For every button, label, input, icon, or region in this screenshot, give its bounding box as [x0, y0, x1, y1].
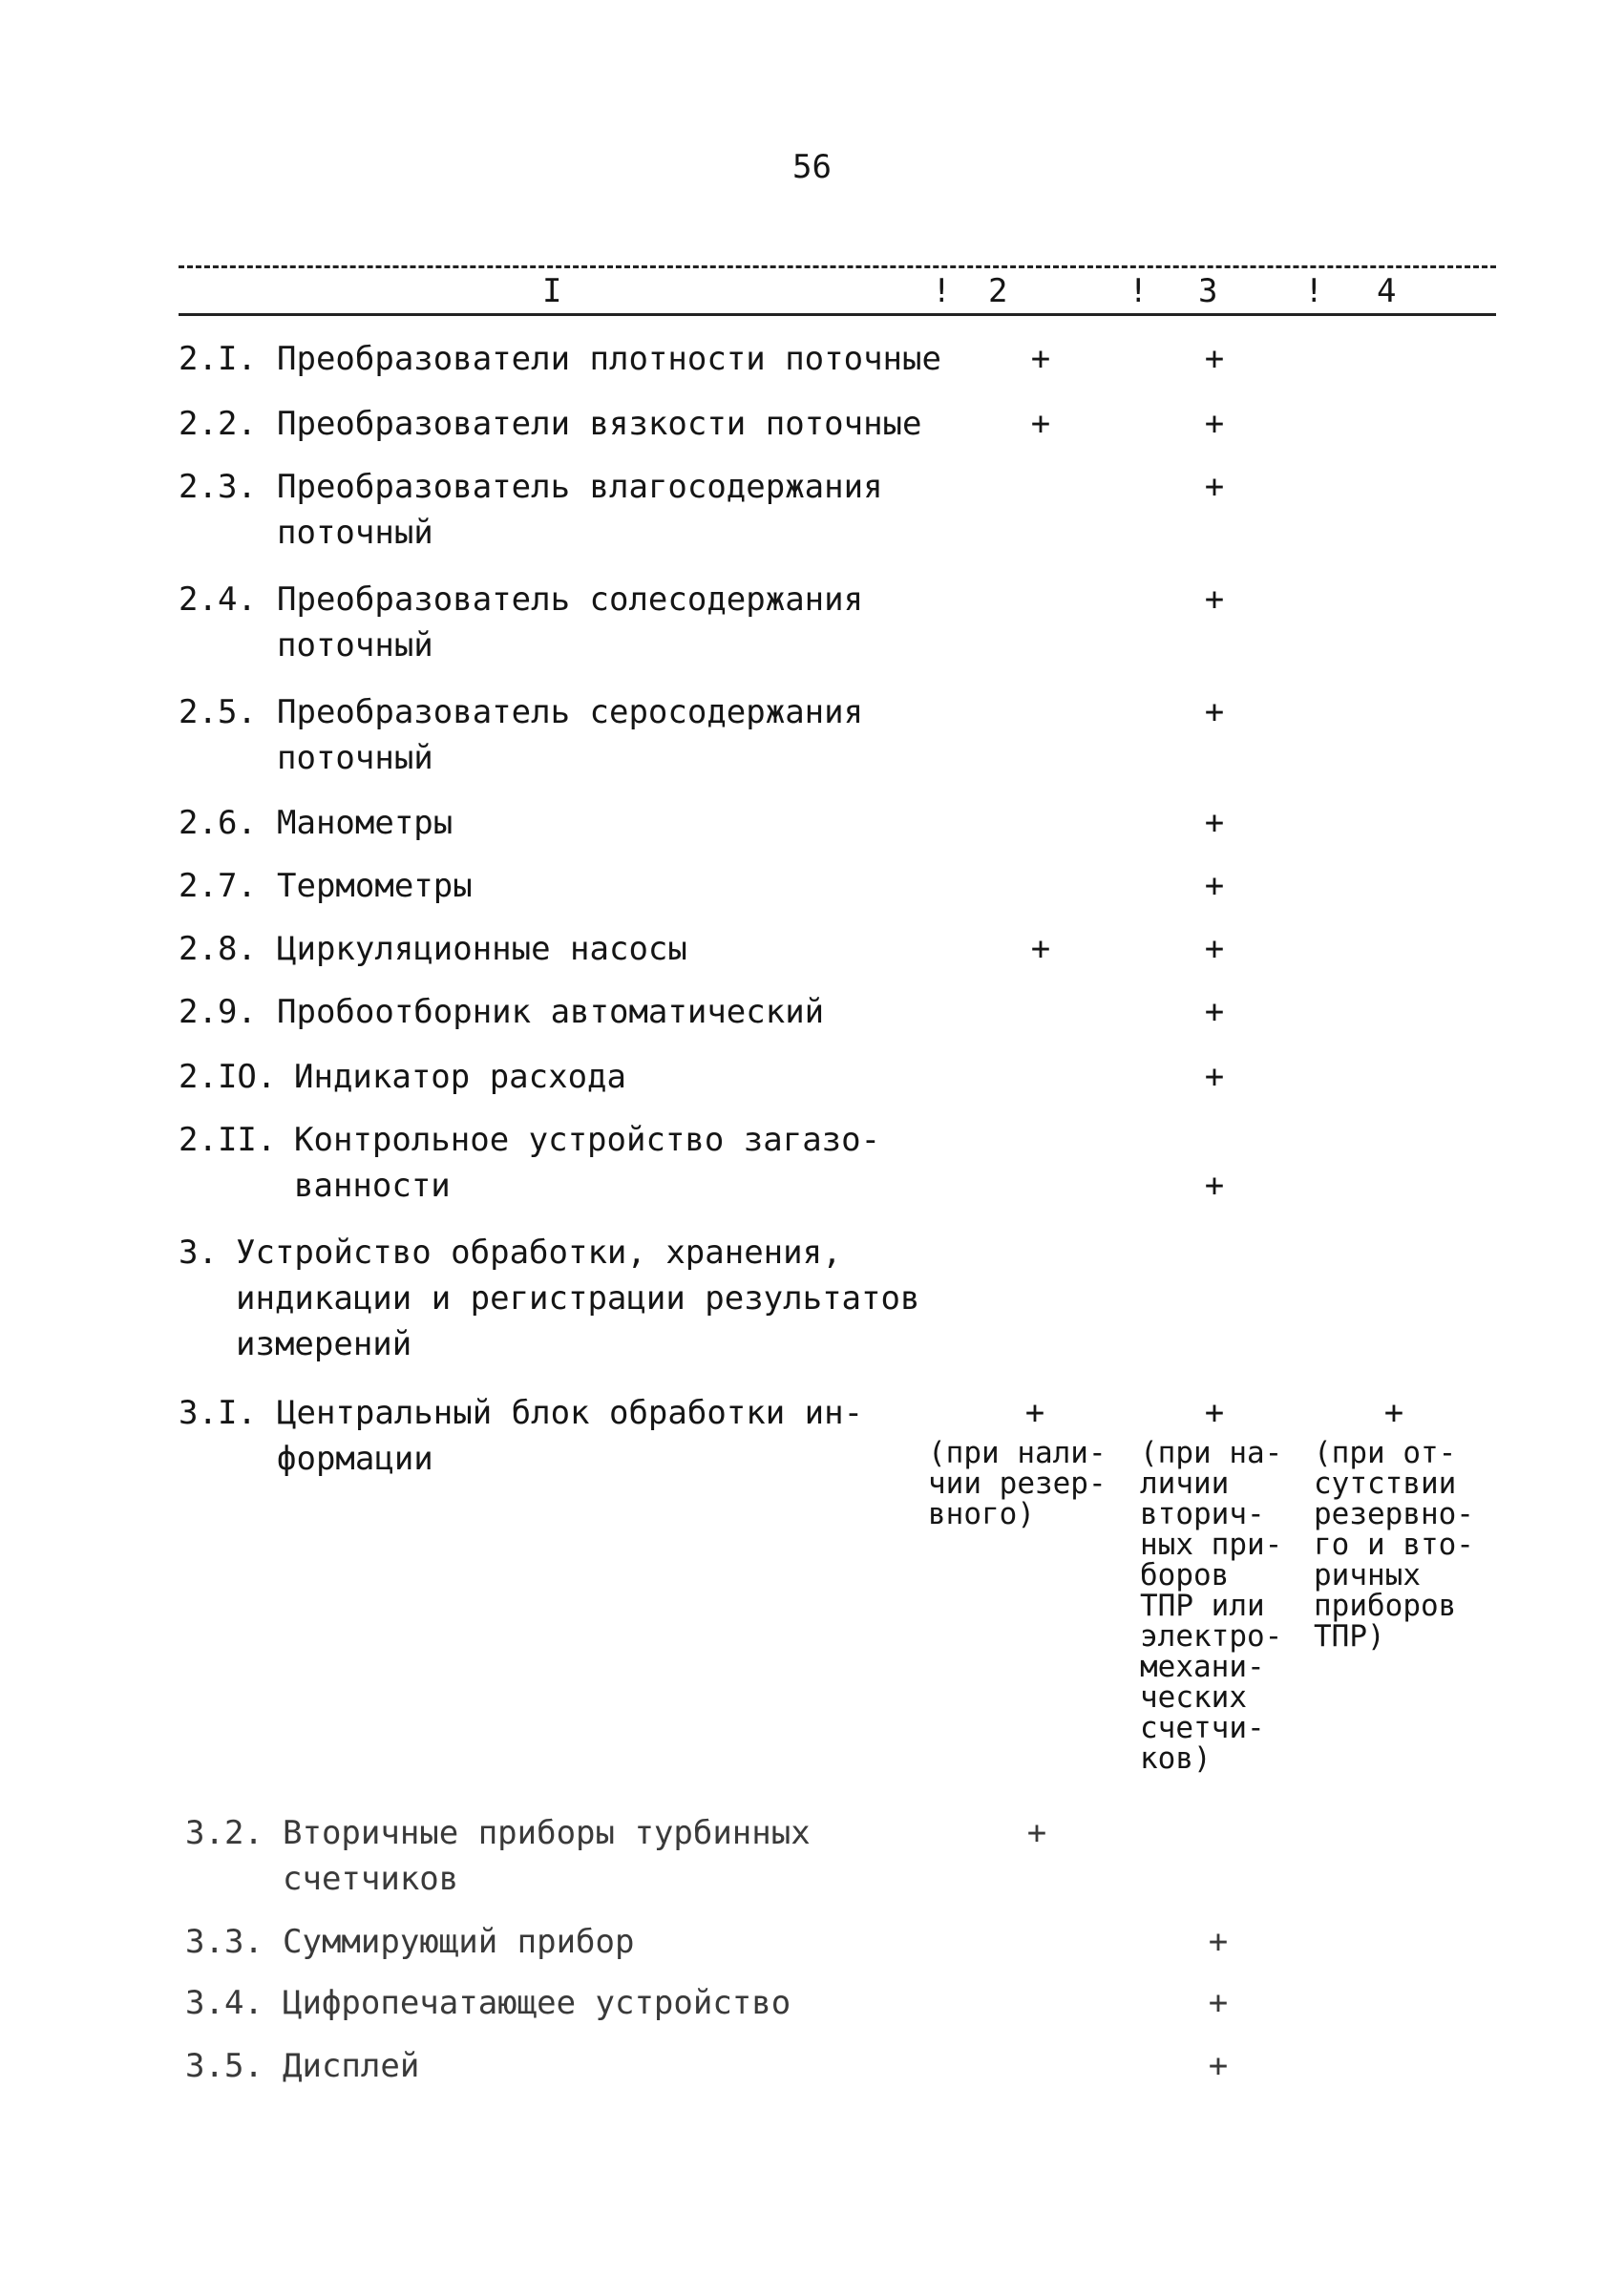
row-mark-col3: + — [1204, 867, 1225, 905]
row-number: 3.2. — [185, 1814, 264, 1852]
row-text: Дисплей — [283, 2047, 420, 2085]
row-text: Пробоотборник автоматический — [277, 993, 825, 1031]
table-top-rule — [179, 265, 1496, 268]
column-header-3: 3 — [1198, 272, 1218, 310]
row-mark-col3: + — [1204, 930, 1225, 968]
row-mark-col3: + — [1204, 580, 1225, 619]
row-number: 2.6. — [179, 804, 257, 842]
col4-note: (при от- сутствии резервно- го и вто- ричных приборов ТПР) — [1314, 1436, 1474, 1654]
row-mark-col2: + — [1030, 930, 1051, 968]
table-header-row — [0, 272, 1624, 310]
row-number: 2.5. — [179, 693, 257, 731]
row-mark-col2: + — [1024, 1394, 1045, 1432]
column-header-1: I — [542, 272, 562, 310]
row-number: 3.4. — [185, 1984, 264, 2022]
row-text: Преобразователи плотности поточные — [277, 340, 941, 378]
row-number: 2.7. — [179, 867, 257, 905]
row-text: Контрольное устройство загазо- ванности — [294, 1121, 881, 1205]
row-mark-col3: + — [1204, 693, 1225, 731]
row-mark-col3: + — [1204, 1058, 1225, 1096]
row-number: 3. — [179, 1234, 218, 1272]
row-text: Циркуляционные насосы — [277, 930, 687, 968]
row-number: 3.I. — [179, 1394, 257, 1432]
row-mark-col2: + — [1026, 1814, 1047, 1852]
row-number: 2.9. — [179, 993, 257, 1031]
row-text: Термометры — [277, 867, 473, 905]
row-mark-col3: + — [1204, 1394, 1225, 1432]
row-number: 2.II. — [179, 1121, 277, 1159]
row-mark-col3: + — [1204, 993, 1225, 1031]
table-header-rule — [179, 313, 1496, 316]
row-text: Суммирующий прибор — [283, 1923, 635, 1961]
row-text: Индикатор расхода — [294, 1058, 626, 1096]
row-mark-col2: + — [1030, 405, 1051, 443]
row-number: 2.2. — [179, 405, 257, 443]
column-separator: ! — [1128, 272, 1149, 310]
row-text: Преобразователи вязкости поточные — [277, 405, 922, 443]
column-header-4: 4 — [1377, 272, 1397, 310]
row-mark-col3: + — [1208, 1923, 1229, 1961]
col3-note: (при на- личии вторич- ных при- боров ТПР или электро- механи- ческих счетчи- ков) — [1140, 1436, 1283, 1776]
column-header-2: 2 — [988, 272, 1008, 310]
column-separator: ! — [932, 272, 952, 310]
row-text: Центральный блок обработки ин- формации — [277, 1394, 864, 1478]
row-mark-col3: + — [1208, 1984, 1229, 2022]
row-text: Манометры — [277, 804, 453, 842]
column-separator: ! — [1304, 272, 1324, 310]
row-mark-col3: + — [1204, 340, 1225, 378]
row-number: 3.5. — [185, 2047, 264, 2085]
row-mark-col3: + — [1204, 468, 1225, 506]
row-mark-col3: + — [1204, 804, 1225, 842]
row-number: 2.8. — [179, 930, 257, 968]
page-number: 56 — [792, 148, 832, 186]
row-mark-col4: + — [1383, 1394, 1404, 1432]
row-number: 2.I. — [179, 340, 257, 378]
row-text: Преобразователь влагосодержания поточный — [277, 468, 883, 552]
row-mark-col3: + — [1208, 2047, 1229, 2085]
row-number: 2.4. — [179, 580, 257, 619]
row-text: Преобразователь солесодержания поточный — [277, 580, 864, 664]
row-number: 2.IO. — [179, 1058, 277, 1096]
row-mark-col2: + — [1030, 340, 1051, 378]
row-mark-col3: + — [1204, 405, 1225, 443]
col2-note: (при нали- чии резер- вного) — [928, 1436, 1107, 1531]
row-text: Устройство обработки, хранения, индикации и регистрации результатов измерений — [236, 1234, 920, 1363]
row-number: 2.3. — [179, 468, 257, 506]
row-number: 3.3. — [185, 1923, 264, 1961]
row-mark-col3: + — [1204, 1167, 1225, 1205]
row-text: Вторичные приборы турбинных счетчиков — [283, 1814, 811, 1898]
row-text: Цифропечатающее устройство — [283, 1984, 791, 2022]
row-text: Преобразователь серосодержания поточный — [277, 693, 864, 777]
